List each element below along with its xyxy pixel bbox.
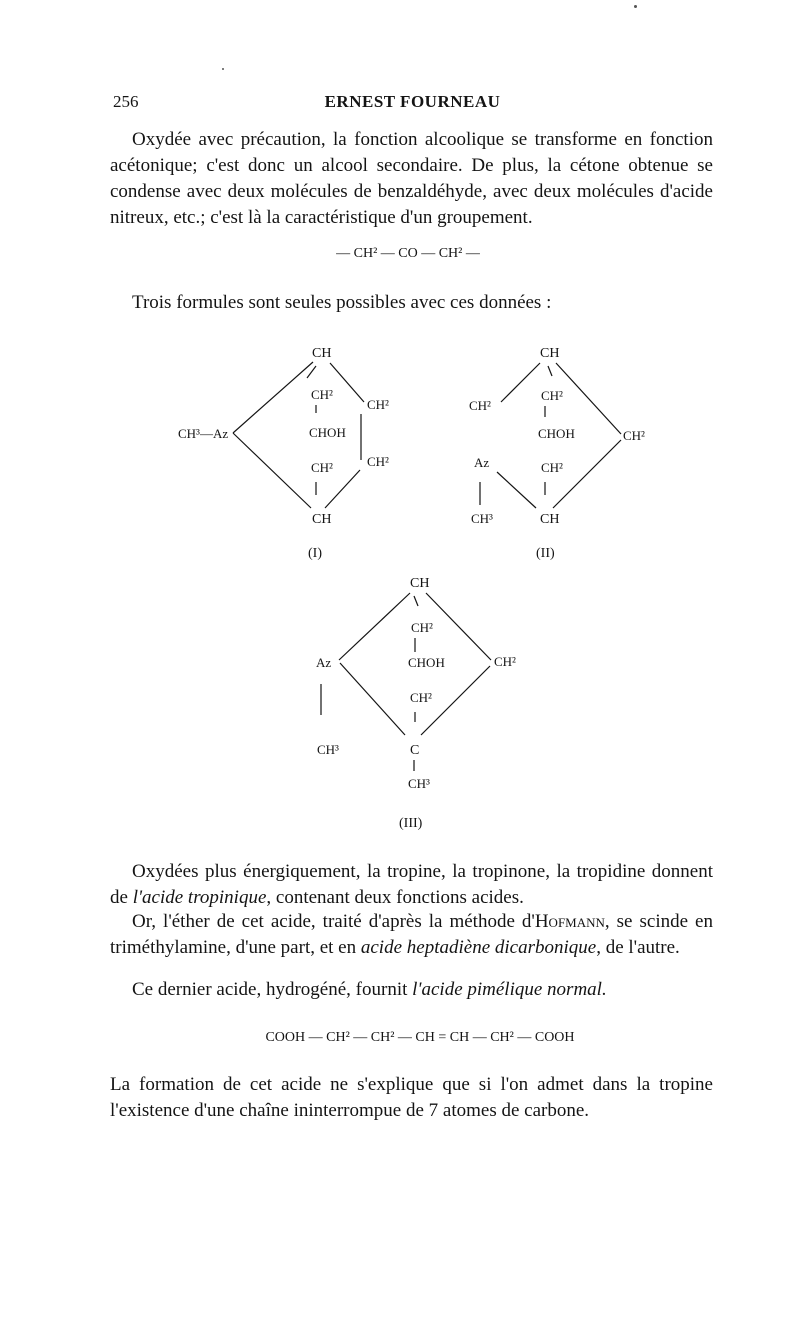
paragraph-conclusion — [110, 1072, 713, 1124]
structure-II-bottom: CH — [540, 512, 560, 527]
structure-I-center-1: CH² — [311, 387, 333, 402]
structure-I-bottom: CH — [312, 512, 332, 527]
structure-II-label: (II) — [536, 546, 555, 561]
structure-I-right-1: CH² — [367, 397, 389, 412]
structure-III-top: CH — [410, 576, 430, 591]
structure-I-center-2: CHOH — [309, 425, 346, 440]
paragraph-conclusion-text: La formation de cet acide ne s'explique que si l'on admet dans la tropine l'existence d'une chaîne ininterrompue de 7 atomes de carbone. — [110, 1074, 713, 1121]
paragraph-hofmann-text: Or, l'éther de cet acide, traité d'après la méthode d' — [132, 911, 535, 932]
paragraph-tropinic-acid-text: Oxydées plus énergiquement, la tropine, la tropinone, la tropidine donnent de — [110, 861, 713, 908]
structure-III-center-1: CH² — [411, 620, 433, 635]
print-speck — [634, 5, 637, 8]
paragraph-tropinic-acid — [110, 859, 713, 911]
structure-II-right: CH² — [623, 428, 645, 443]
structure-I-label: (I) — [308, 546, 322, 561]
paragraph-hofmann-mid: , se scinde en triméthylamine, d'une part, et en — [110, 911, 713, 958]
structure-II-center-3: CH² — [541, 460, 563, 475]
structure-II-center-1: CH² — [541, 388, 563, 403]
structure-II-center-2: CHOH — [538, 426, 575, 441]
paragraph-hofmann — [110, 909, 713, 961]
structure-II-top: CH — [540, 346, 560, 361]
structure-I-right-2: CH² — [367, 454, 389, 469]
paragraph-oxidation-text: Oxydée avec précaution, la fonction alcoolique se transforme en fonction acétonique; c'est donc un alcool secondaire. De plus, la cétone obtenue se condense avec deux molécules de benzaldéhyde, avec deux molécules d'acide nitreux, etc.; c'est là la caractéristique d'un groupement. — [110, 129, 713, 228]
structure-III-left-bottom: CH³ — [317, 742, 339, 757]
pimelic-acid-term: l'acide pimélique normal. — [412, 979, 607, 1000]
running-title: ERNEST FOURNEAU — [324, 92, 501, 111]
structure-I-center-3: CH² — [311, 460, 333, 475]
structure-III-bottom: C — [410, 743, 420, 758]
paragraph-hofmann-end: , de l'autre. — [596, 937, 680, 958]
structure-I — [178, 346, 389, 561]
formula-ketone-group: — CH² — CO — CH² — — [336, 246, 480, 261]
heptadiene-acid-term: acide heptadiène dicarbonique — [360, 937, 597, 958]
tropinic-acid-term: l'acide tropinique — [132, 887, 267, 908]
paragraph-three-formulas-text: Trois formules sont seules possibles avec ces données : — [132, 292, 552, 313]
structure-III-center-3: CH² — [410, 690, 432, 705]
formula-pimelic-acid: COOH — CH² — CH² — CH = CH — CH² — COOH — [265, 1030, 575, 1045]
structure-II — [469, 346, 645, 561]
structure-II-left-top: CH² — [469, 398, 491, 413]
paragraph-pimelic — [110, 977, 713, 1003]
structure-II-left-bottom: CH³ — [471, 511, 493, 526]
page-number: 256 — [113, 92, 139, 111]
structure-III-right: CH² — [494, 654, 516, 669]
structure-III — [316, 576, 516, 831]
structure-III-center-2: CHOH — [408, 655, 445, 670]
paragraph-pimelic-text: Ce dernier acide, hydrogéné, fournit — [132, 979, 408, 1000]
structure-III-left: Az — [316, 655, 332, 670]
structure-I-left: CH³—Az — [178, 426, 229, 441]
structure-I-top: CH — [312, 346, 332, 361]
paragraph-tropinic-acid-end: , contenant deux fonctions acides. — [266, 887, 524, 908]
structure-III-bottom-sub: CH³ — [408, 776, 430, 791]
hofmann-name: Hofmann — [534, 911, 605, 932]
structure-II-left-mid: Az — [474, 455, 490, 470]
structure-III-label: (III) — [399, 816, 423, 831]
print-speck — [222, 68, 224, 70]
